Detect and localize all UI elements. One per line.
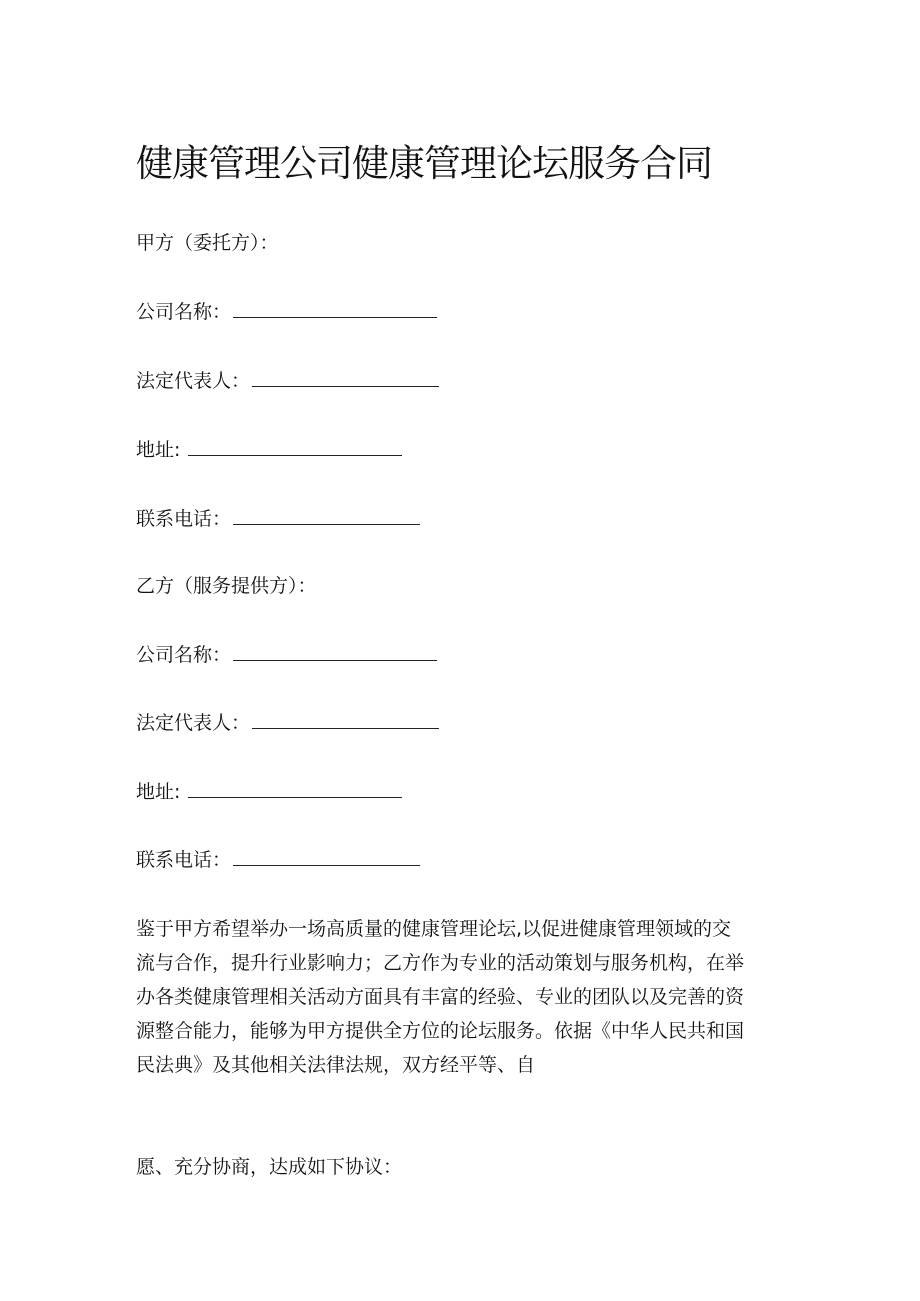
party-a-phone-blank bbox=[233, 506, 420, 525]
party-a-company-blank bbox=[233, 299, 437, 318]
party-b-rep-blank bbox=[252, 710, 439, 729]
preamble-line: 流与合作，提升行业影响力；乙方作为专业的活动策划与服务机构，在举 bbox=[136, 952, 745, 974]
document-title: 健康管理公司健康管理论坛服务合同 bbox=[136, 142, 712, 185]
preamble-line: 办各类健康管理相关活动方面具有丰富的经验、专业的团队以及完善的资 bbox=[136, 986, 745, 1008]
party-a-rep-label: 法定代表人： bbox=[136, 370, 251, 392]
party-a-phone-label: 联系电话： bbox=[136, 508, 232, 530]
party-a-company-label: 公司名称： bbox=[136, 301, 232, 323]
party-b-phone-blank bbox=[233, 847, 420, 866]
preamble-line: 源整合能力，能够为甲方提供全方位的论坛服务。依据《中华人民共和国 bbox=[136, 1020, 745, 1042]
party-a-heading: 甲方（委托方）： bbox=[136, 232, 279, 254]
party-a-company-row bbox=[136, 298, 437, 326]
preamble-line: 民法典》及其他相关法律法规，双方经平等、自 bbox=[136, 1054, 536, 1076]
party-b-address-row bbox=[136, 778, 402, 806]
party-b-address-blank bbox=[188, 779, 402, 798]
party-b-rep-label: 法定代表人： bbox=[136, 712, 251, 734]
party-b-company-label: 公司名称： bbox=[136, 644, 232, 666]
party-b-heading: 乙方（服务提供方）： bbox=[136, 575, 317, 597]
party-a-address-label: 地址: bbox=[136, 439, 181, 461]
party-b-company-blank bbox=[233, 642, 437, 661]
party-a-rep-row bbox=[136, 367, 439, 395]
party-b-phone-row bbox=[136, 846, 420, 874]
party-b-phone-label: 联系电话： bbox=[136, 849, 232, 871]
party-b-address-label: 地址: bbox=[136, 781, 181, 803]
party-a-rep-blank bbox=[252, 368, 439, 387]
party-a-phone-row bbox=[136, 505, 420, 533]
preamble-line: 鉴于甲方希望举办一场高质量的健康管理论坛,以促进健康管理领域的交 bbox=[136, 918, 732, 940]
party-b-company-row bbox=[136, 641, 437, 669]
preamble-paragraph bbox=[136, 912, 786, 1082]
party-b-rep-row bbox=[136, 709, 439, 737]
party-a-address-blank bbox=[188, 437, 402, 456]
party-a-address-row bbox=[136, 436, 402, 464]
preamble-ending: 愿、充分协商，达成如下协议： bbox=[136, 1156, 403, 1178]
